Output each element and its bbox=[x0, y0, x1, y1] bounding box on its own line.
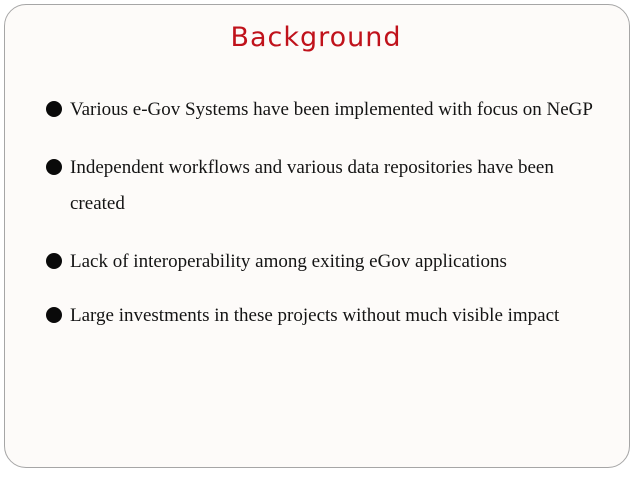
bullet-list bbox=[46, 92, 606, 356]
bullet-dot-icon bbox=[46, 307, 62, 323]
bullet-text: Independent workflows and various data repositories have been created bbox=[70, 157, 554, 214]
slide-title: Background bbox=[230, 22, 402, 53]
bullet-item bbox=[46, 92, 606, 128]
bullet-dot-icon bbox=[46, 159, 62, 175]
bullet-item bbox=[46, 150, 606, 222]
bullet-text: Various e-Gov Systems have been implemented with focus on NeGP bbox=[70, 99, 593, 120]
bullet-text: Lack of interoperability among exiting eGov applications bbox=[70, 251, 507, 272]
bullet-item bbox=[46, 298, 606, 334]
bullet-dot-icon bbox=[46, 101, 62, 117]
bullet-item bbox=[46, 244, 606, 280]
bullet-text: Large investments in these projects without much visible impact bbox=[70, 305, 560, 326]
bullet-dot-icon bbox=[46, 253, 62, 269]
